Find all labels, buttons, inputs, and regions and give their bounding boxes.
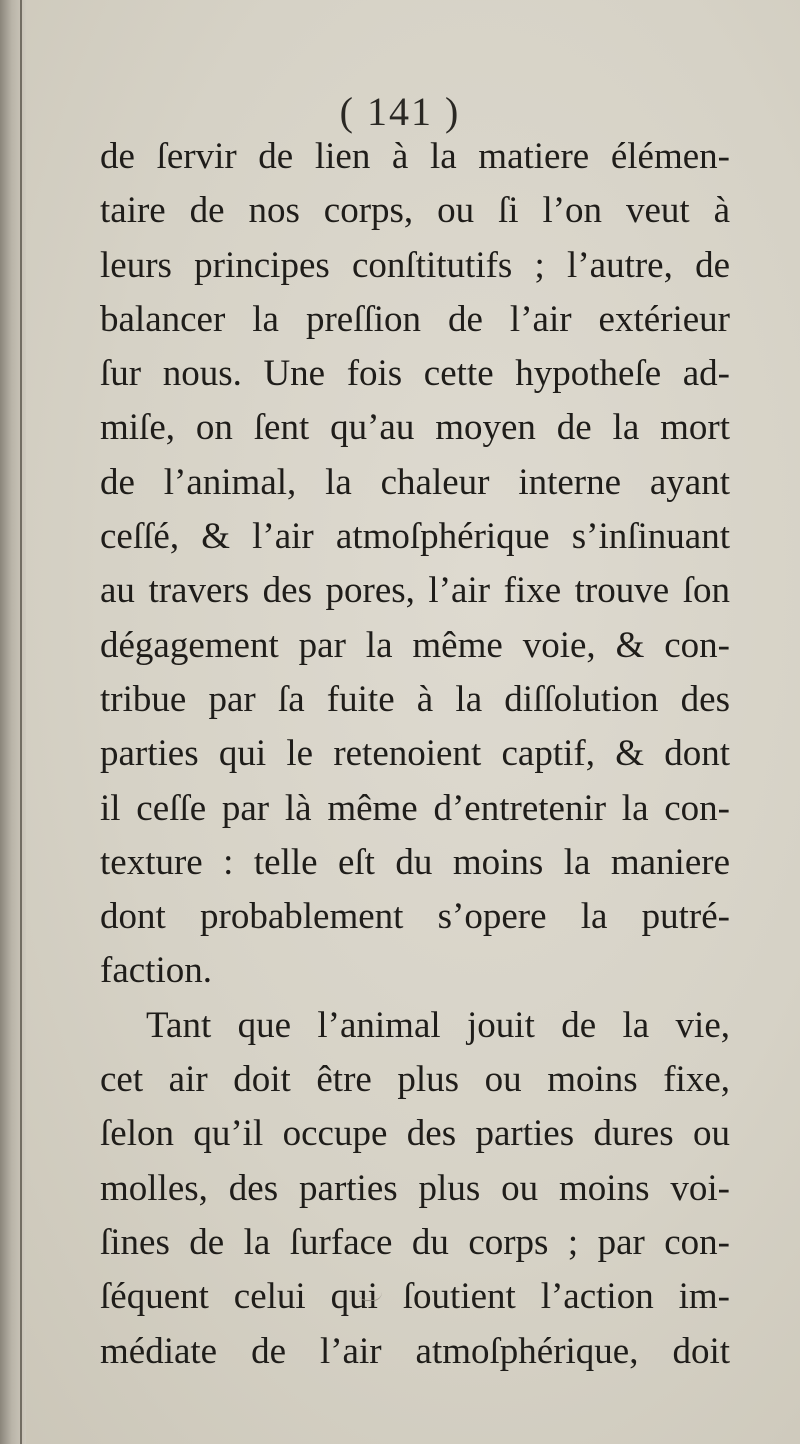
text-line: dégagement par la même voie, & con- bbox=[100, 624, 730, 666]
body-text bbox=[100, 130, 730, 1379]
text-line: ſelon qu’il occupe des parties dures ou bbox=[100, 1113, 730, 1155]
text-line: de ſervir de lien à la matiere élémen- bbox=[100, 136, 730, 177]
text-line: dont probablement s’opere la putré- bbox=[100, 896, 730, 938]
page-number: ( 141 ) bbox=[339, 89, 461, 134]
text-line: ſéquent celui qui ſoutient l’action im- bbox=[100, 1276, 730, 1318]
text-line: Tant que l’animal jouit de la vie, bbox=[146, 1004, 730, 1046]
paragraph bbox=[100, 130, 730, 999]
text-line: ſines de la ſurface du corps ; par con- bbox=[100, 1221, 730, 1263]
text-line: cet air doit être plus ou moins fixe, bbox=[100, 1059, 730, 1101]
text-line: texture : telle eſt du moins la maniere bbox=[100, 841, 730, 883]
text-line: molles, des parties plus ou moins voi- bbox=[100, 1167, 730, 1209]
text-line: parties qui le retenoient captif, & dont bbox=[100, 733, 730, 775]
page-binding-edge bbox=[0, 0, 26, 1444]
text-line: ſur nous. Une fois cette hypotheſe ad- bbox=[100, 353, 730, 395]
text-line: tribue par ſa fuite à la diſſolution des bbox=[100, 678, 730, 720]
text-line: de l’animal, la chaleur interne ayant bbox=[100, 461, 730, 503]
text-line: balancer la preſſion de l’air extérieur bbox=[100, 298, 730, 340]
paragraph bbox=[100, 999, 730, 1379]
text-line: médiate de l’air atmoſphérique, doit bbox=[100, 1330, 730, 1372]
text-line: faction. bbox=[100, 950, 212, 992]
text-line: taire de nos corps, ou ſi l’on veut à bbox=[100, 190, 730, 232]
text-line: il ceſſe par là même d’entretenir la con- bbox=[100, 787, 730, 829]
text-line: au travers des pores, l’air fixe trouve ſon bbox=[100, 570, 730, 612]
text-line: ceſſé, & l’air atmoſphérique s’inſinuant bbox=[100, 516, 730, 558]
text-line: leurs principes conſtitutifs ; l’autre, de bbox=[100, 244, 730, 286]
text-line: miſe, on ſent qu’au moyen de la mort bbox=[100, 407, 730, 449]
page-binding-line bbox=[20, 0, 22, 1444]
